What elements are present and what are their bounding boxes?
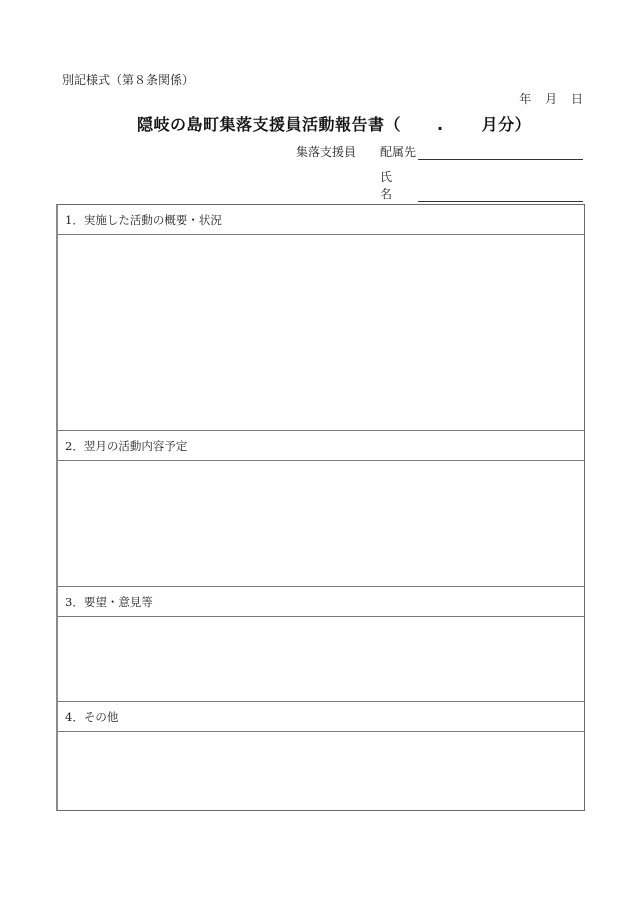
form-reference: 別記様式（第８条関係） — [62, 73, 195, 87]
date-line — [519, 90, 583, 107]
name-row — [380, 168, 583, 202]
section-content-area[interactable] — [58, 235, 584, 431]
month-label: 月 — [545, 92, 558, 106]
supporter-label: 集落支援員 — [296, 145, 357, 159]
title-suffix: 月分） — [481, 115, 532, 134]
section-next-month-plan — [58, 431, 584, 587]
title-prefix: 隠岐の島町集落支援員活動報告書（ — [137, 115, 402, 134]
name-label: 氏名 — [380, 170, 403, 201]
section-header: 3．要望・意見等 — [58, 587, 584, 617]
name-field[interactable] — [418, 187, 583, 202]
title-separator: . — [437, 115, 444, 134]
section-header: 4．その他 — [58, 702, 584, 732]
section-header: 1．実施した活動の概要・状況 — [58, 205, 584, 235]
affiliation-label: 配属先 — [380, 145, 417, 159]
section-other — [58, 702, 584, 810]
report-table — [56, 204, 585, 811]
affiliation-row — [380, 143, 583, 160]
year-label: 年 — [519, 92, 532, 106]
section-header: 2．翌月の活動内容予定 — [58, 431, 584, 461]
affiliation-field[interactable] — [418, 145, 583, 160]
section-content-area[interactable] — [58, 461, 584, 587]
section-requests-opinions — [58, 587, 584, 702]
day-label: 日 — [570, 92, 583, 106]
section-content-area[interactable] — [58, 617, 584, 702]
section-activity-summary — [58, 205, 584, 431]
document-title — [137, 112, 531, 135]
section-content-area[interactable] — [58, 732, 584, 810]
